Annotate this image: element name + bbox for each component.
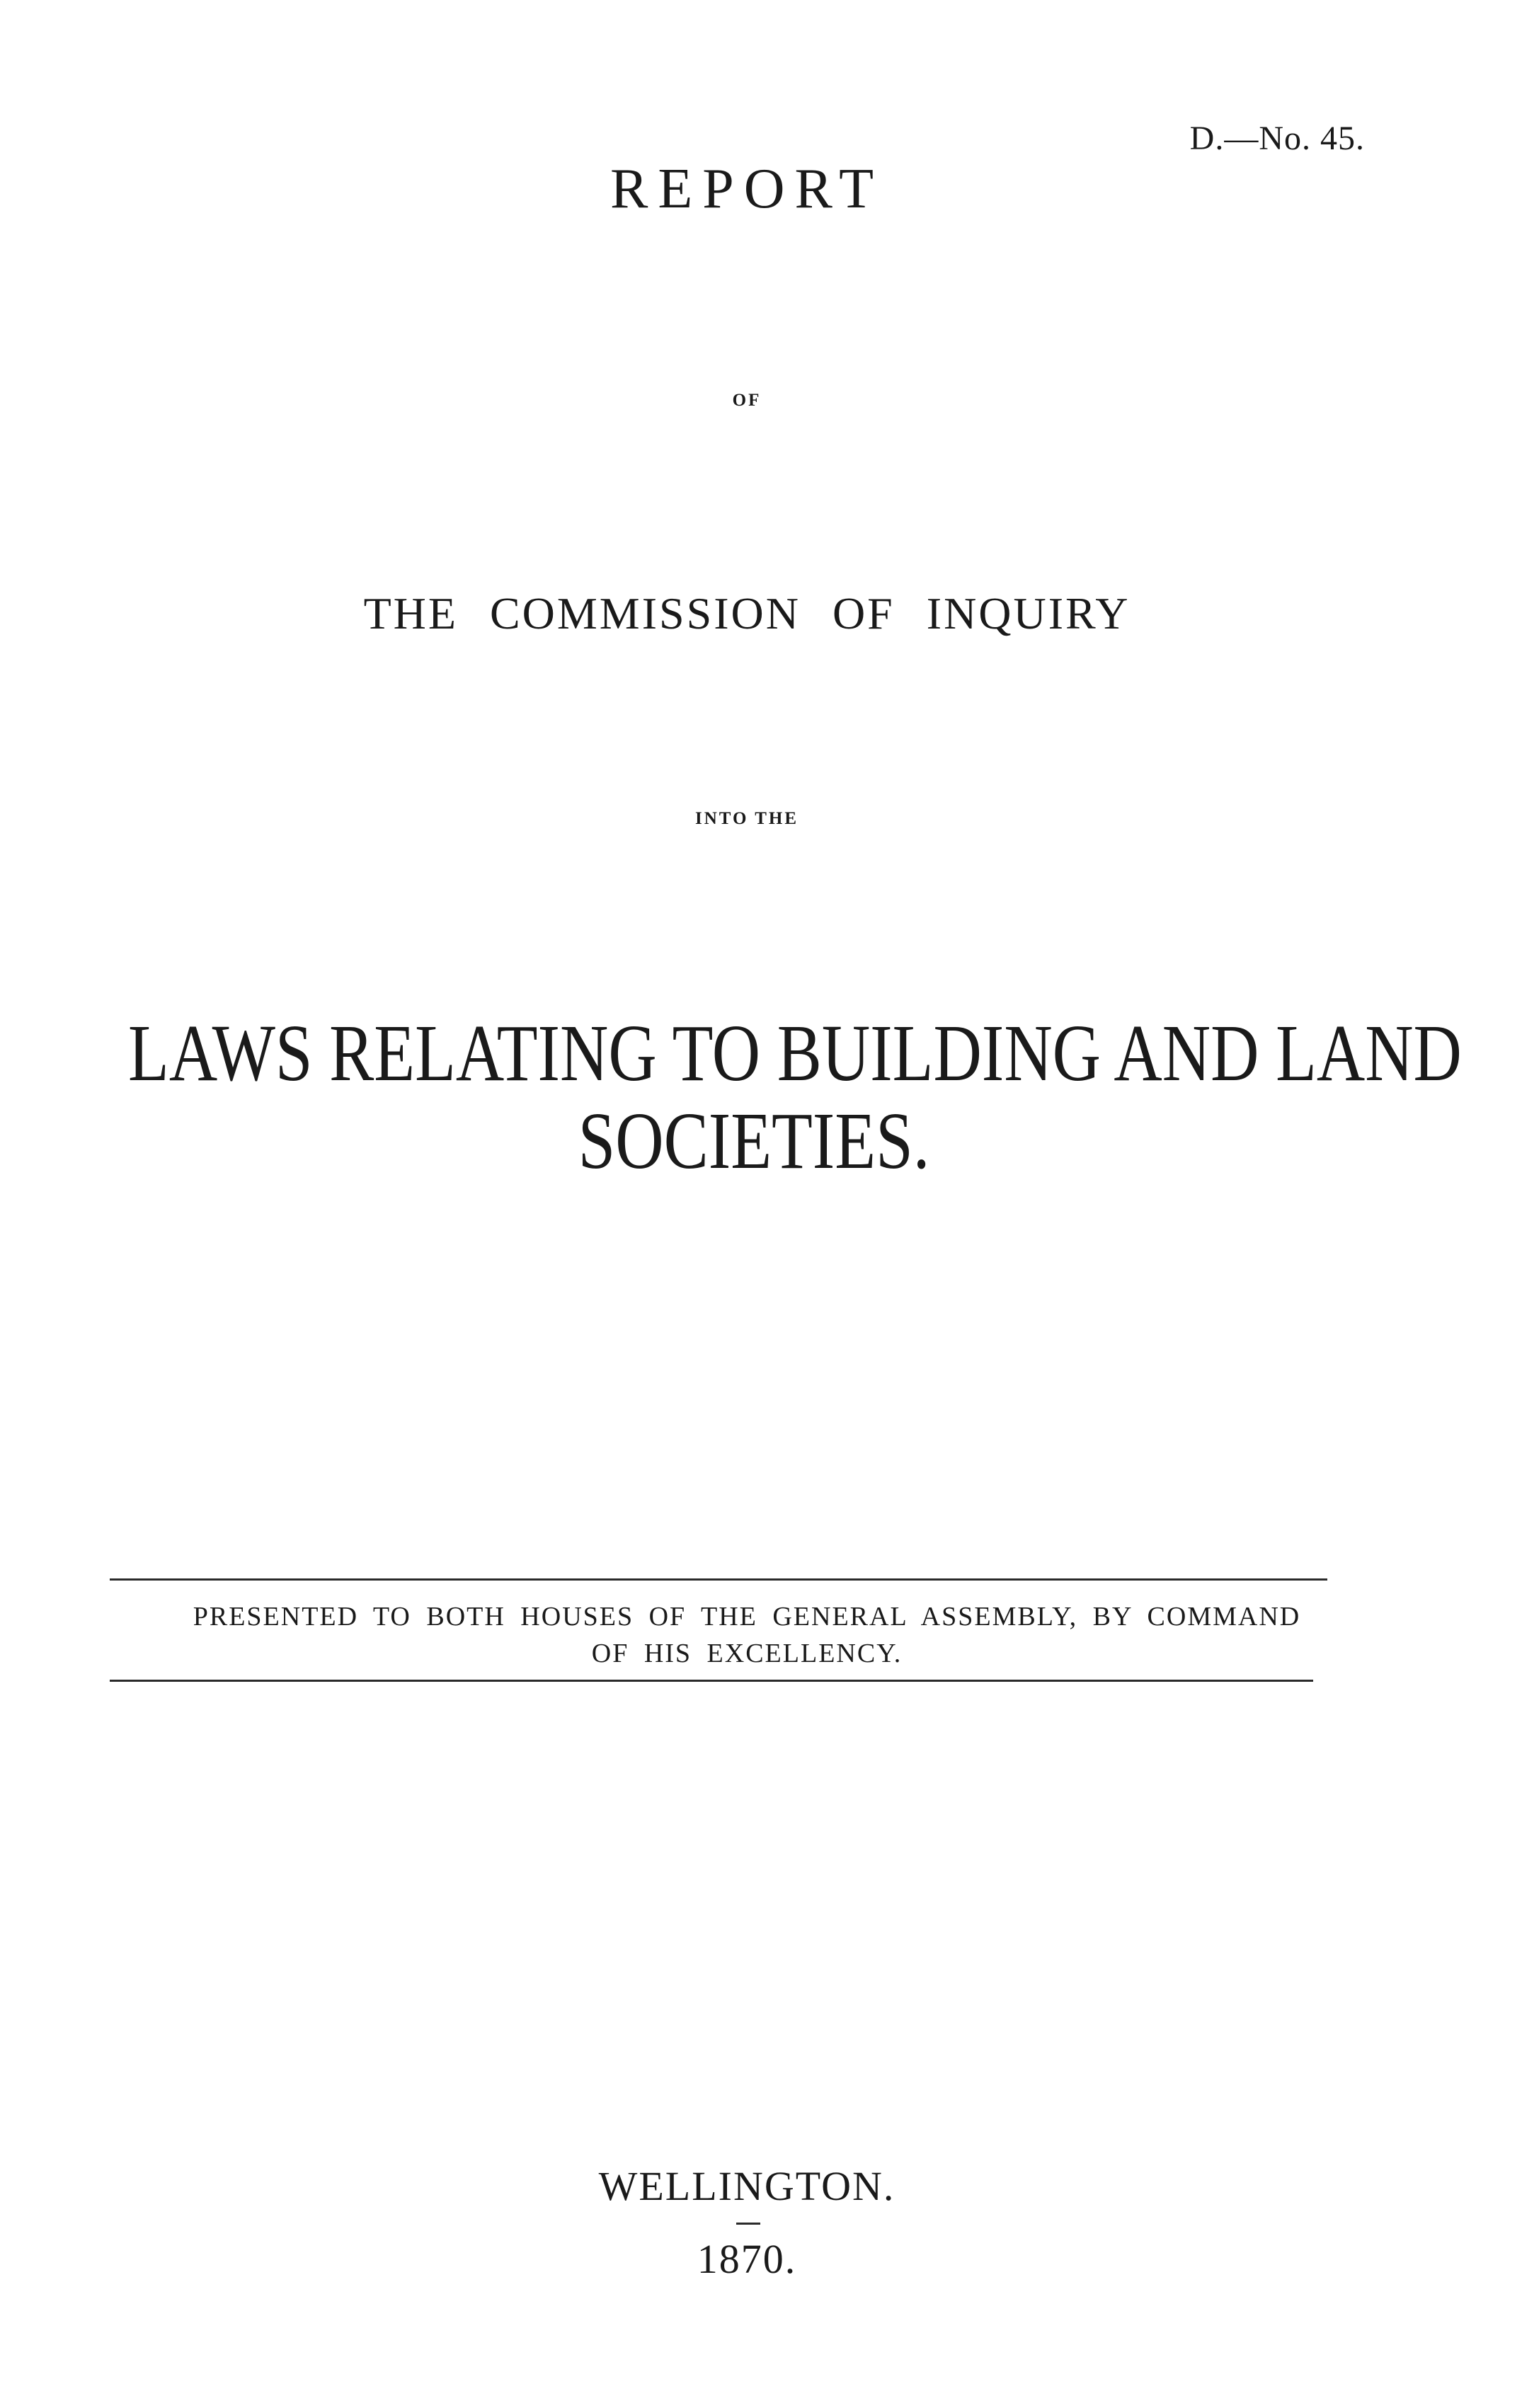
commission-heading: THE COMMISSION OF INQUIRY — [363, 588, 1131, 638]
imprint-place: WELLINGTON. — [598, 2163, 896, 2209]
report-heading: REPORT — [610, 158, 883, 220]
document-number: D.—No. 45. — [1189, 120, 1365, 157]
imprint-dash — [736, 2223, 760, 2225]
of-connector: OF — [732, 391, 762, 410]
bottom-divider-rule — [110, 1680, 1313, 1682]
into-the-connector: INTO THE — [694, 809, 799, 828]
main-title-line-1: LAWS RELATING TO BUILDING AND LAND — [128, 1008, 1462, 1098]
presentation-line-1: PRESENTED TO BOTH HOUSES OF THE GENERAL ASSEMBLY, BY COMMAND — [193, 1602, 1301, 1632]
top-divider-rule — [110, 1578, 1327, 1581]
main-title-line-2: SOCIETIES. — [578, 1096, 930, 1186]
imprint-year: 1870. — [697, 2236, 797, 2282]
presentation-line-2: OF HIS EXCELLENCY. — [591, 1639, 903, 1668]
